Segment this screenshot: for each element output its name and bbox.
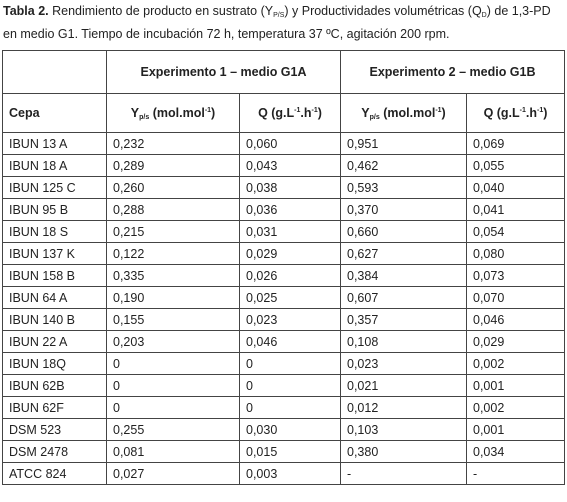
cell-yield-2: 0,627 [341,243,467,265]
cell-cepa: IBUN 62B [3,375,107,397]
cell-productivity-1: 0,029 [240,243,341,265]
cell-yield-2: 0,593 [341,177,467,199]
cell-yield-2: 0,462 [341,155,467,177]
cell-yield-1: 0 [107,397,240,419]
cell-yield-2: 0,108 [341,331,467,353]
cell-yield-1: 0,081 [107,441,240,463]
cell-productivity-1: 0,023 [240,309,341,331]
cell-productivity-1: 0,060 [240,133,341,155]
cell-yield-2: - [341,463,467,485]
cell-productivity-1: 0,043 [240,155,341,177]
cell-cepa: IBUN 62F [3,397,107,419]
cell-productivity-2: 0,034 [467,441,565,463]
cell-cepa: DSM 523 [3,419,107,441]
cell-yield-1: 0 [107,353,240,375]
table-row [3,221,565,243]
table-row [3,199,565,221]
cell-productivity-1: 0,036 [240,199,341,221]
cell-productivity-2: 0,046 [467,309,565,331]
cell-yield-1: 0,122 [107,243,240,265]
table-row [3,419,565,441]
cell-yield-1: 0,255 [107,419,240,441]
cell-cepa: IBUN 18 A [3,155,107,177]
cell-productivity-2: 0,001 [467,419,565,441]
column-header-productivity-2: Q $(g.L^{-1}.h^{-1})$ [467,94,565,133]
cell-yield-1: 0,215 [107,221,240,243]
caption-text-2: ) y Productividades volumétricas (Q [284,4,482,18]
caption-text-3: ) de 1,3-PD en medio G1. Tiempo de incubación 72 h, temperatura 37 ºC, agitación 200 rpm. [3,4,551,41]
cell-productivity-2: 0,002 [467,397,565,419]
cell-yield-1: 0,289 [107,155,240,177]
cell-productivity-2: 0,001 [467,375,565,397]
cell-yield-1: 0,190 [107,287,240,309]
results-table [2,50,565,485]
cell-productivity-2: 0,073 [467,265,565,287]
cell-cepa: IBUN 95 B [3,199,107,221]
cell-productivity-2: 0,070 [467,287,565,309]
column-header-row [3,94,565,133]
caption-label: Tabla 2. [3,4,49,18]
cell-productivity-2: 0,002 [467,353,565,375]
cell-productivity-1: 0,015 [240,441,341,463]
column-header-productivity-1: Q $(g.L^{-1}.h^{-1})$ [240,94,341,133]
cell-productivity-2: 0,041 [467,199,565,221]
cell-productivity-1: 0,038 [240,177,341,199]
cell-yield-1: 0,260 [107,177,240,199]
cell-productivity-1: 0 [240,353,341,375]
cell-cepa: DSM 2478 [3,441,107,463]
cell-productivity-1: 0,046 [240,331,341,353]
table-row [3,243,565,265]
cell-cepa: IBUN 125 C [3,177,107,199]
cell-productivity-2: 0,054 [467,221,565,243]
cell-productivity-1: 0,026 [240,265,341,287]
cell-yield-1: 0,288 [107,199,240,221]
cell-cepa: IBUN 18Q [3,353,107,375]
cell-yield-1: 0,203 [107,331,240,353]
cell-productivity-1: 0,030 [240,419,341,441]
table-row [3,331,565,353]
cell-yield-1: 0,155 [107,309,240,331]
cell-yield-2: 0,012 [341,397,467,419]
cell-yield-1: 0,232 [107,133,240,155]
cell-productivity-1: 0,003 [240,463,341,485]
cell-productivity-2: 0,055 [467,155,565,177]
column-header-cepa: Cepa [3,94,107,133]
empty-header-cell [3,51,107,94]
table-row [3,265,565,287]
table-caption [3,2,563,43]
cell-yield-1: 0,027 [107,463,240,485]
table-row [3,353,565,375]
table-row [3,397,565,419]
cell-productivity-2: - [467,463,565,485]
cell-yield-2: 0,103 [341,419,467,441]
cell-yield-2: 0,607 [341,287,467,309]
cell-productivity-2: 0,040 [467,177,565,199]
cell-productivity-2: 0,069 [467,133,565,155]
cell-cepa: IBUN 140 B [3,309,107,331]
caption-subscript-ps: P/S [273,12,285,19]
cell-productivity-1: 0,025 [240,287,341,309]
group-header-row [3,51,565,94]
caption-subscript-d: D [481,12,487,19]
cell-yield-2: 0,370 [341,199,467,221]
cell-yield-2: 0,951 [341,133,467,155]
cell-cepa: IBUN 18 S [3,221,107,243]
cell-cepa: IBUN 158 B [3,265,107,287]
cell-yield-1: 0 [107,375,240,397]
cell-productivity-2: 0,080 [467,243,565,265]
table-row [3,375,565,397]
table-row [3,441,565,463]
column-header-yield-1: $Y_{p/s}$ (mol.mol$^{-1}$) [107,94,240,133]
cell-cepa: IBUN 13 A [3,133,107,155]
cell-productivity-1: 0 [240,397,341,419]
cell-yield-2: 0,357 [341,309,467,331]
column-header-yield-2: $Y_{p/s}$ (mol.mol$^{-1}$) [341,94,467,133]
cell-cepa: IBUN 22 A [3,331,107,353]
cell-yield-2: 0,021 [341,375,467,397]
cell-yield-2: 0,660 [341,221,467,243]
cell-yield-2: 0,384 [341,265,467,287]
cell-cepa: ATCC 824 [3,463,107,485]
cell-productivity-1: 0,031 [240,221,341,243]
group-header-experiment-1: Experimento 1 – medio G1A [107,51,341,94]
cell-yield-1: 0,335 [107,265,240,287]
table-row [3,155,565,177]
table-row [3,287,565,309]
cell-cepa: IBUN 64 A [3,287,107,309]
table-row [3,133,565,155]
cell-cepa: IBUN 137 K [3,243,107,265]
cell-productivity-2: 0,029 [467,331,565,353]
caption-text-1: Rendimiento de producto en sustrato (Y [52,4,274,18]
table-row [3,177,565,199]
group-header-experiment-2: Experimento 2 – medio G1B [341,51,565,94]
table-row [3,463,565,485]
cell-yield-2: 0,380 [341,441,467,463]
cell-productivity-1: 0 [240,375,341,397]
table-row [3,309,565,331]
table-body [3,133,565,485]
cell-yield-2: 0,023 [341,353,467,375]
